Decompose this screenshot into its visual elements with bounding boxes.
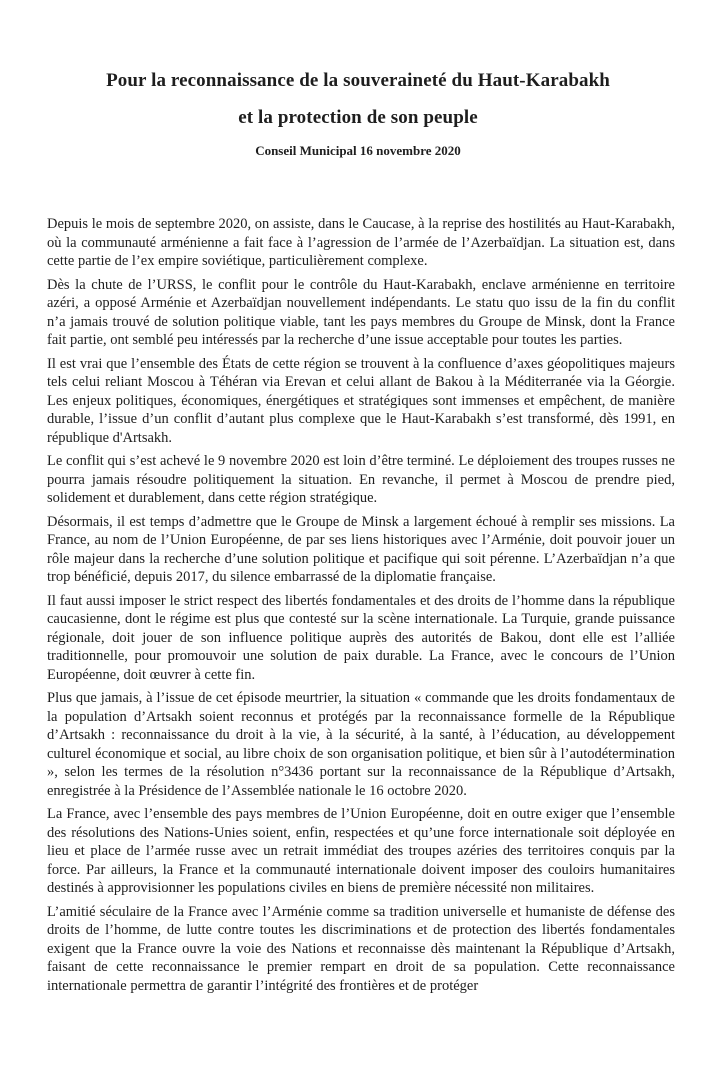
document-title-line-2: et la protection de son peuple [238, 107, 478, 128]
document-subtitle: Conseil Municipal 16 novembre 2020 [255, 143, 461, 158]
paragraph: Désormais, il est temps d’admettre que le Groupe de Minsk a largement échoué à remplir ses missions. La France, au nom de l’Union Européenne, de par ses liens historiques avec l’Arménie, doit pouvoir jouer un rôle majeur dans la recherche d’une solution politique et pacifique qui soit pérenne. L’Azerbaïdjan n’a que trop bénéficié, depuis 2017, du silence embarrassé de la diplomatie française. [47, 513, 675, 585]
paragraph: L’amitié séculaire de la France avec l’Arménie comme sa tradition universelle et humaniste de défense des droits de l’homme, de lutte contre toutes les discriminations et de protection des libertés fondamentales exigent que la France ouvre la voie des Nations et reconnaisse dès maintenant la République d’Artsakh, faisant de cette reconnaissance le premier rempart en droit de sa population. Cette reconnaissance internationale permettra de garantir l’intégrité des frontières et de protéger [47, 903, 675, 994]
paragraph: Dès la chute de l’URSS, le conflit pour le contrôle du Haut-Karabakh, enclave arménienne en territoire azéri, a opposé Arménie et Azerbaïdjan nouvellement indépendants. Le statu quo issu de la fin du conflit n’a jamais trouvé de solution politique viable, tant les pays membres du Groupe de Minsk, dont la France fait partie, ont semblé peu intéressés par la recherche d’une issue acceptable pour toutes les parties. [47, 276, 675, 348]
paragraph: Depuis le mois de septembre 2020, on assiste, dans le Caucase, à la reprise des hostilités au Haut-Karabakh, où la communauté arménienne a fait face à l’agression de l’armée de l’Azerbaïdjan. La situation est, dans cette partie de l’ex empire soviétique, particulièrement complexe. [47, 216, 675, 269]
paragraph: Il est vrai que l’ensemble des États de cette région se trouvent à la confluence d’axes géopolitiques majeurs tels celui reliant Moscou à Téhéran via Erevan et celui allant de Bakou à la Méditerranée via la Géorgie. Les enjeux politiques, économiques, énergétiques et stratégiques sont immenses et empêchent, de manière durable, l’issue d’un conflit d’autant plus complexe que le Haut-Karabakh s’est transformé, dès 1991, en république d'Artsakh. [47, 355, 675, 446]
paragraph: Il faut aussi imposer le strict respect des libertés fondamentales et des droits de l’homme dans la république caucasienne, dont le régime est plus que contesté sur la scène internationale. La Turquie, grande puissance régionale, doit jouer de son influence politique auprès des autorités de Bakou, dont elle est l’alliée traditionnelle, pour promouvoir une solution de paix durable. La France, avec le concours de l’Union Européenne, doit œuvrer à cette fin. [47, 592, 675, 683]
paragraph: Plus que jamais, à l’issue de cet épisode meurtrier, la situation « commande que les droits fondamentaux de la population d’Artsakh soient reconnus et protégés par la reconnaissance formelle de la République d’Artsakh : reconnaissance du droit à la vie, à la sécurité, à la santé, à l’éducation, au développement culturel économique et social, au libre choix de son organisation politique, et bien sûr à l’autodétermination », selon les termes de la résolution n°3436 portant sur la reconnaissance de la République d’Artsakh, enregistrée à la Présidence de l’Assemblée nationale le 16 octobre 2020. [47, 690, 675, 799]
document-title-line-1: Pour la reconnaissance de la souveraineté du Haut-Karabakh [106, 70, 610, 91]
paragraph: Le conflit qui s’est achevé le 9 novembre 2020 est loin d’être terminé. Le déploiement des troupes russes ne pourra jamais résoudre politiquement la situation. En revanche, il permet à Moscou de prendre pied, solidement et durablement, dans cette région stratégique. [47, 453, 675, 506]
document-body [47, 215, 675, 995]
title-block [0, 0, 716, 159]
paragraph: La France, avec l’ensemble des pays membres de l’Union Européenne, doit en outre exiger que l’ensemble des résolutions des Nations-Unies soient, enfin, respectées et qu’une force internationale soit déployée en lieu et place de l’armée russe avec un retrait immédiat des troupes azéries des territoires conquis par la force. Par ailleurs, la France et la communauté internationale doivent imposer des couloirs humanitaires destinés à approvisionner les populations civiles en biens de première nécessité non militaires. [47, 806, 675, 896]
